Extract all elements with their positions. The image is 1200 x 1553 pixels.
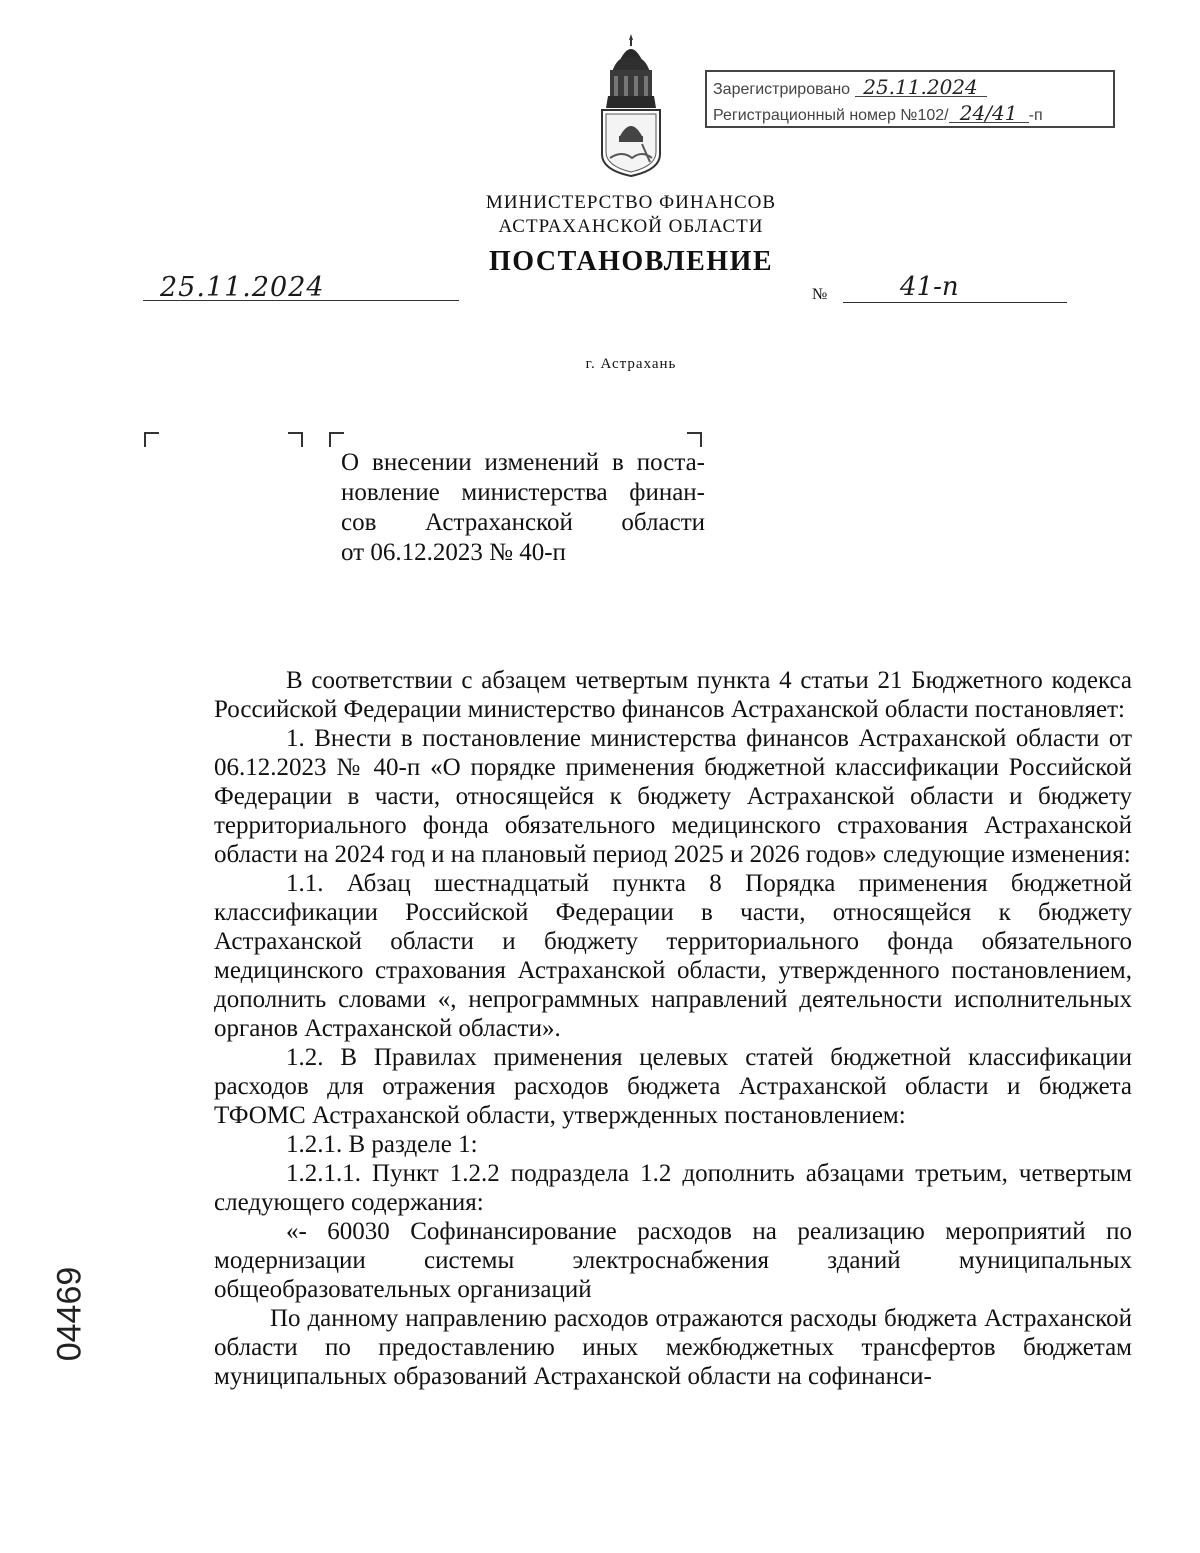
registration-stamp	[705, 70, 1115, 128]
stamp-regnum-handwritten: 24/41	[949, 104, 1029, 123]
title-line: О внесении изменений в поста-	[341, 449, 705, 476]
document-title	[341, 448, 705, 568]
body-paragraph: «- 60030 Софинансирование расходов на реализацию мероприятий по модернизации системы электроснабжения зданий муниципальных общеобразовательных организаций	[214, 1218, 1132, 1303]
title-line: сов Астраханской области	[341, 509, 705, 536]
body-paragraph: В соответствии с абзацем четвертым пункта 4 статьи 21 Бюджетного кодекса Российской Федерации министерство финансов Астраханской области постановляет:	[214, 667, 1132, 723]
body-paragraph: 1. Внести в постановление министерства финансов Астраханской области от 06.12.2023 № 40-п «О порядке применения бюджетной классификации Российской Федерации в части, относящейся к бюджету Астраханской области и бюджету территориального фонда обязательного медицинского страхования Астраханской области на 2024 год и на плановый период 2025 и 2026 годов» следующие изменения:	[214, 725, 1132, 868]
coat-of-arms-emblem	[598, 32, 664, 178]
stamp-regnum-suffix: -п	[1028, 107, 1043, 124]
document-date: 25.11.2024	[160, 272, 325, 303]
body-paragraph: 1.1. Абзац шестнадцатый пункта 8 Порядка применения бюджетной классификации Российской Федерации в части, относящейся к бюджету Астраханской области и бюджету территориального фонда обязательного медицинского страхования Астраханской области, утвержденного постановлением, дополнить словами «, непрограммных направлений деятельности исполнительных органов Астраханской области».	[214, 870, 1132, 1042]
stamp-registered-label: Зарегистрировано	[713, 81, 851, 98]
stamp-registered-date: 25.11.2024	[855, 78, 987, 97]
corner-bracket-top-right	[687, 432, 702, 447]
body-paragraph: По данному направлению расходов отражаются расходы бюджета Астраханской области по предоставлению иных межбюджетных трансфертов бюджетам муниципальных образований Астраханской области на софинанси-	[214, 1305, 1132, 1390]
corner-bracket-top-left	[144, 432, 159, 447]
document-number: 41-п	[900, 272, 959, 302]
side-serial-number-text: 04469	[50, 1266, 89, 1362]
city-label: г. Астрахань	[585, 356, 677, 372]
ministry-name-line2: АСТРАХАНСКОЙ ОБЛАСТИ	[498, 216, 764, 237]
document-type-heading: ПОСТАНОВЛЕНИЕ	[488, 246, 774, 277]
crown-shield-icon	[598, 32, 664, 178]
stamp-regnum-row	[713, 101, 1043, 125]
stamp-registered-row	[713, 75, 987, 99]
number-sign: №	[812, 286, 828, 303]
body-paragraph: 1.2.1.1. Пункт 1.2.2 подраздела 1.2 дополнить абзацами третьим, четвертым следующего содержания:	[214, 1160, 1132, 1216]
corner-bracket-top-left	[329, 432, 344, 447]
corner-bracket-top-right	[288, 432, 303, 447]
body-paragraph: 1.2. В Правилах применения целевых статей бюджетной классификации расходов для отражения расходов бюджета Астраханской области и бюджета ТФОМС Астраханской области, утвержденных постановлением:	[214, 1044, 1132, 1129]
side-serial-number	[40, 1254, 100, 1374]
body-paragraph: 1.2.1. В разделе 1:	[286, 1131, 478, 1158]
title-line: от 06.12.2023 № 40-п	[341, 539, 566, 566]
ministry-name-line1: МИНИСТЕРСТВО ФИНАНСОВ	[485, 192, 777, 213]
title-line: новление министерства финан-	[341, 479, 705, 506]
document-body	[214, 666, 1132, 1391]
stamp-regnum-label: Регистрационный номер №102/	[713, 107, 949, 124]
